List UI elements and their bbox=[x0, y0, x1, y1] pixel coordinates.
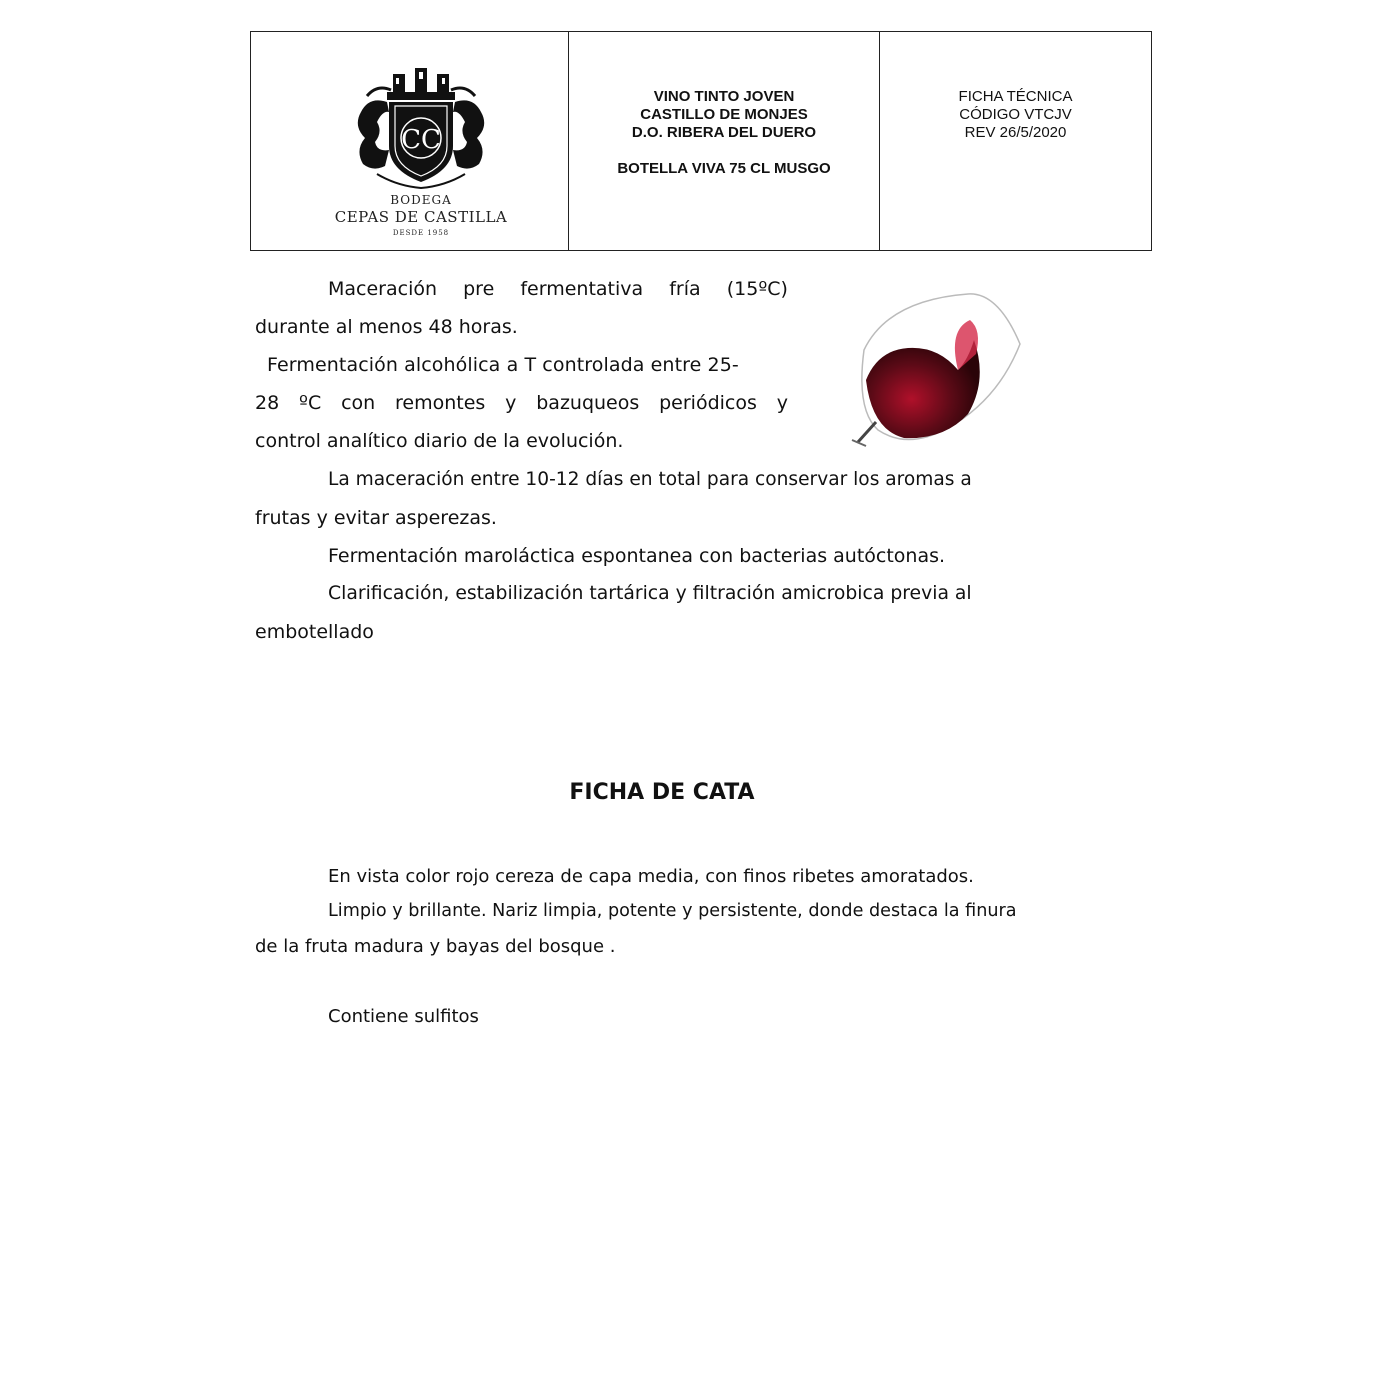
sulfites-note: Contiene sulfitos bbox=[328, 1006, 479, 1027]
word: y bbox=[776, 392, 788, 414]
p5-line1: Clarificación, estabilización tartárica y filtración amicrobica previa al bbox=[328, 583, 972, 604]
logo-monogram: CC bbox=[401, 125, 441, 155]
doc-type: FICHA TÉCNICA bbox=[958, 88, 1073, 105]
reference-cell bbox=[880, 32, 1151, 250]
word: ºC bbox=[299, 392, 322, 414]
header-table bbox=[250, 31, 1152, 251]
logo-cell bbox=[251, 32, 569, 250]
p2-line2 bbox=[255, 392, 788, 414]
word: bazuqueos bbox=[536, 392, 640, 414]
product-type: VINO TINTO JOVEN bbox=[653, 88, 795, 105]
word: (15ºC) bbox=[726, 278, 788, 300]
p1-line1 bbox=[328, 278, 788, 300]
word: pre bbox=[463, 278, 495, 300]
logo-since: DESDE 1958 bbox=[392, 229, 450, 237]
word: y bbox=[505, 392, 517, 414]
word: Maceración bbox=[328, 278, 438, 300]
p2-line3: control analítico diario de la evolución. bbox=[255, 430, 624, 452]
logo-brand-name: CEPAS DE CASTILLA bbox=[334, 208, 508, 226]
word: periódicos bbox=[659, 392, 757, 414]
logo-bodega-label: BODEGA bbox=[390, 193, 452, 207]
wine-glass-image bbox=[848, 290, 1028, 450]
word: fría bbox=[669, 278, 701, 300]
product-bottle: BOTELLA VIVA 75 CL MUSGO bbox=[617, 160, 831, 177]
p1-line2: durante al menos 48 horas. bbox=[255, 316, 518, 338]
tasting-line2: Limpio y brillante. Nariz limpia, potente y persistente, donde destaca la finura bbox=[328, 901, 1017, 921]
product-origin: D.O. RIBERA DEL DUERO bbox=[631, 124, 817, 141]
bodega-crest-logo bbox=[347, 66, 495, 192]
p3-line2: frutas y evitar asperezas. bbox=[255, 507, 497, 529]
p4-line: Fermentación maroláctica espontanea con bacterias autóctonas. bbox=[328, 545, 946, 567]
product-cell bbox=[569, 32, 880, 250]
product-name: CASTILLO DE MONJES bbox=[640, 106, 808, 123]
tasting-title: FICHA DE CATA bbox=[569, 780, 755, 805]
word: 28 bbox=[255, 392, 280, 414]
doc-code: CÓDIGO VTCJV bbox=[959, 106, 1072, 123]
tasting-line1: En vista color rojo cereza de capa media, con finos ribetes amoratados. bbox=[328, 866, 974, 887]
word: con bbox=[341, 392, 376, 414]
tasting-line3: de la fruta madura y bayas del bosque . bbox=[255, 936, 616, 957]
p2-line1: Fermentación alcohólica a T controlada entre 25- bbox=[267, 354, 739, 376]
p5-line2: embotellado bbox=[255, 621, 374, 643]
word: fermentativa bbox=[520, 278, 644, 300]
doc-revision: REV 26/5/2020 bbox=[964, 124, 1067, 141]
p3-line1: La maceración entre 10-12 días en total para conservar los aromas a bbox=[328, 469, 972, 490]
word: remontes bbox=[395, 392, 486, 414]
